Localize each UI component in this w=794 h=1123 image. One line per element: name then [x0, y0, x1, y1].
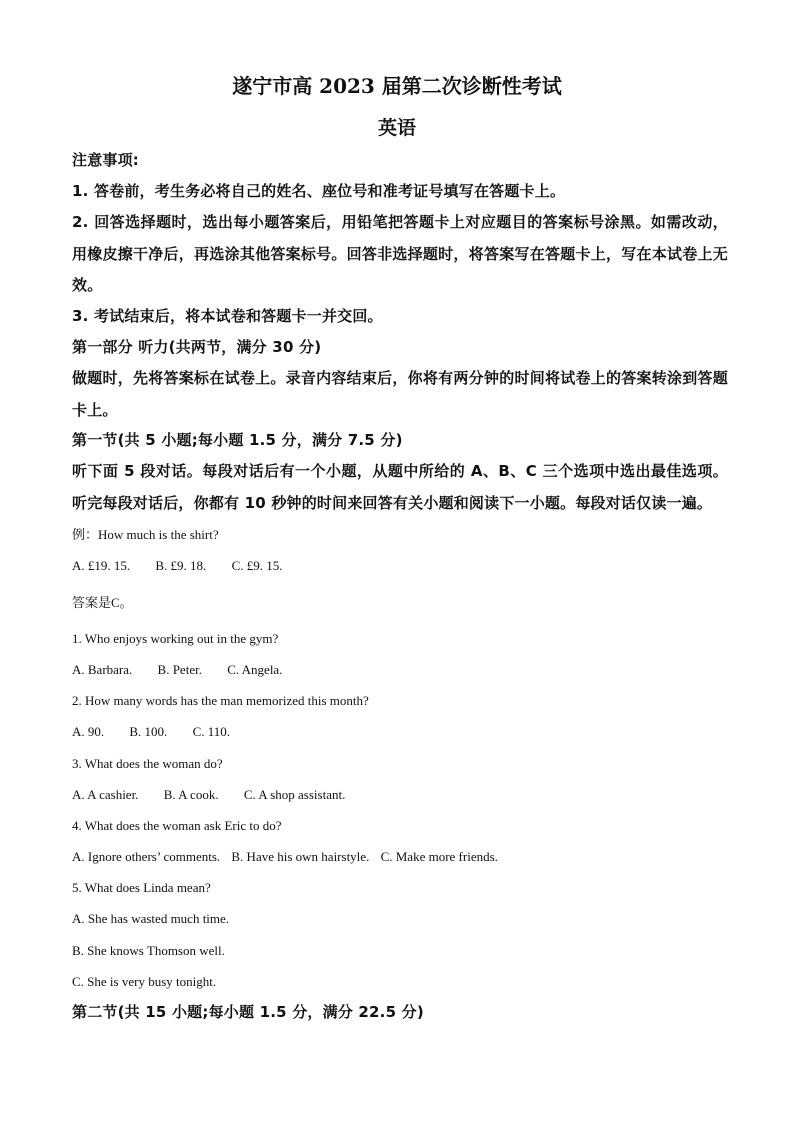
question-1: 1. Who enjoys working out in the gym?	[72, 631, 279, 646]
notice-item-2: 2. 回答选择题时，选出每小题答案后，用铅笔把答题卡上对应题目的答案标号涂黑。如需改动，用橡皮擦干净后，再选涂其他答案标号。回答非选择题时，将答案写在答题卡上，写在本试卷上无效。	[72, 213, 728, 294]
notice-item-3: 3. 考试结束后，将本试卷和答题卡一并交回。	[72, 307, 383, 325]
example-options	[72, 557, 728, 575]
question-4-options	[72, 848, 728, 866]
option-b: B. Have his own hairstyle.	[231, 849, 370, 864]
question-5-option-b: B. She knows Thomson well.	[72, 943, 225, 958]
notice-item-1: 1. 答卷前，考生务必将自己的姓名、座位号和准考证号填写在答题卡上。	[72, 182, 566, 200]
question-5-option-a: A. She has wasted much time.	[72, 911, 230, 926]
example-option-b: B. £9. 18.	[155, 558, 207, 573]
part1-heading: 第一部分 听力(共两节，满分 30 分)	[72, 338, 322, 356]
question-3: 3. What does the woman do?	[72, 756, 223, 771]
question-5-option-c: C. She is very busy tonight.	[72, 974, 217, 989]
option-a: A. A cashier.	[72, 787, 139, 802]
option-b: B. A cook.	[163, 787, 219, 802]
question-5: 5. What does Linda mean?	[72, 880, 211, 895]
option-c: C. 110.	[192, 724, 231, 739]
question-1-options	[72, 661, 728, 679]
option-a: A. Barbara.	[72, 662, 133, 677]
example-option-a: A. £19. 15.	[72, 558, 131, 573]
option-c: C. Make more friends.	[380, 849, 498, 864]
example-answer: 答案是C。	[72, 595, 133, 610]
question-2: 2. How many words has the man memorized this month?	[72, 693, 369, 708]
question-3-options	[72, 786, 728, 804]
option-c: C. Angela.	[227, 662, 283, 677]
option-a: A. Ignore others’ comments.	[72, 849, 221, 864]
option-b: B. 100.	[129, 724, 168, 739]
option-b: B. Peter.	[157, 662, 202, 677]
question-4: 4. What does the woman ask Eric to do?	[72, 818, 282, 833]
section2-heading: 第二节(共 15 小题;每小题 1.5 分，满分 22.5 分)	[72, 1003, 424, 1021]
example-question: 例：How much is the shirt?	[72, 527, 219, 542]
question-2-options	[72, 723, 728, 741]
option-c: C. A shop assistant.	[243, 787, 346, 802]
example-option-c: C. £9. 15.	[231, 558, 283, 573]
option-a: A. 90.	[72, 724, 105, 739]
part1-instruction: 做题时，先将答案标在试卷上。录音内容结束后，你将有两分钟的时间将试卷上的答案转涂到答题卡上。	[72, 369, 728, 419]
subject-title: 英语	[377, 117, 416, 139]
notice-heading: 注意事项:	[72, 151, 139, 169]
section1-instruction: 听下面 5 段对话。每段对话后有一个小题，从题中所给的 A、B、C 三个选项中选出最佳选项。听完每段对话后，你都有 10 秒钟的时间来回答有关小题和阅读下一小题。每段对话仅读一遍。	[72, 462, 728, 512]
section1-heading: 第一节(共 5 小题;每小题 1.5 分，满分 7.5 分)	[72, 431, 403, 449]
exam-title: 遂宁市高 2023 届第二次诊断性考试	[232, 74, 562, 98]
